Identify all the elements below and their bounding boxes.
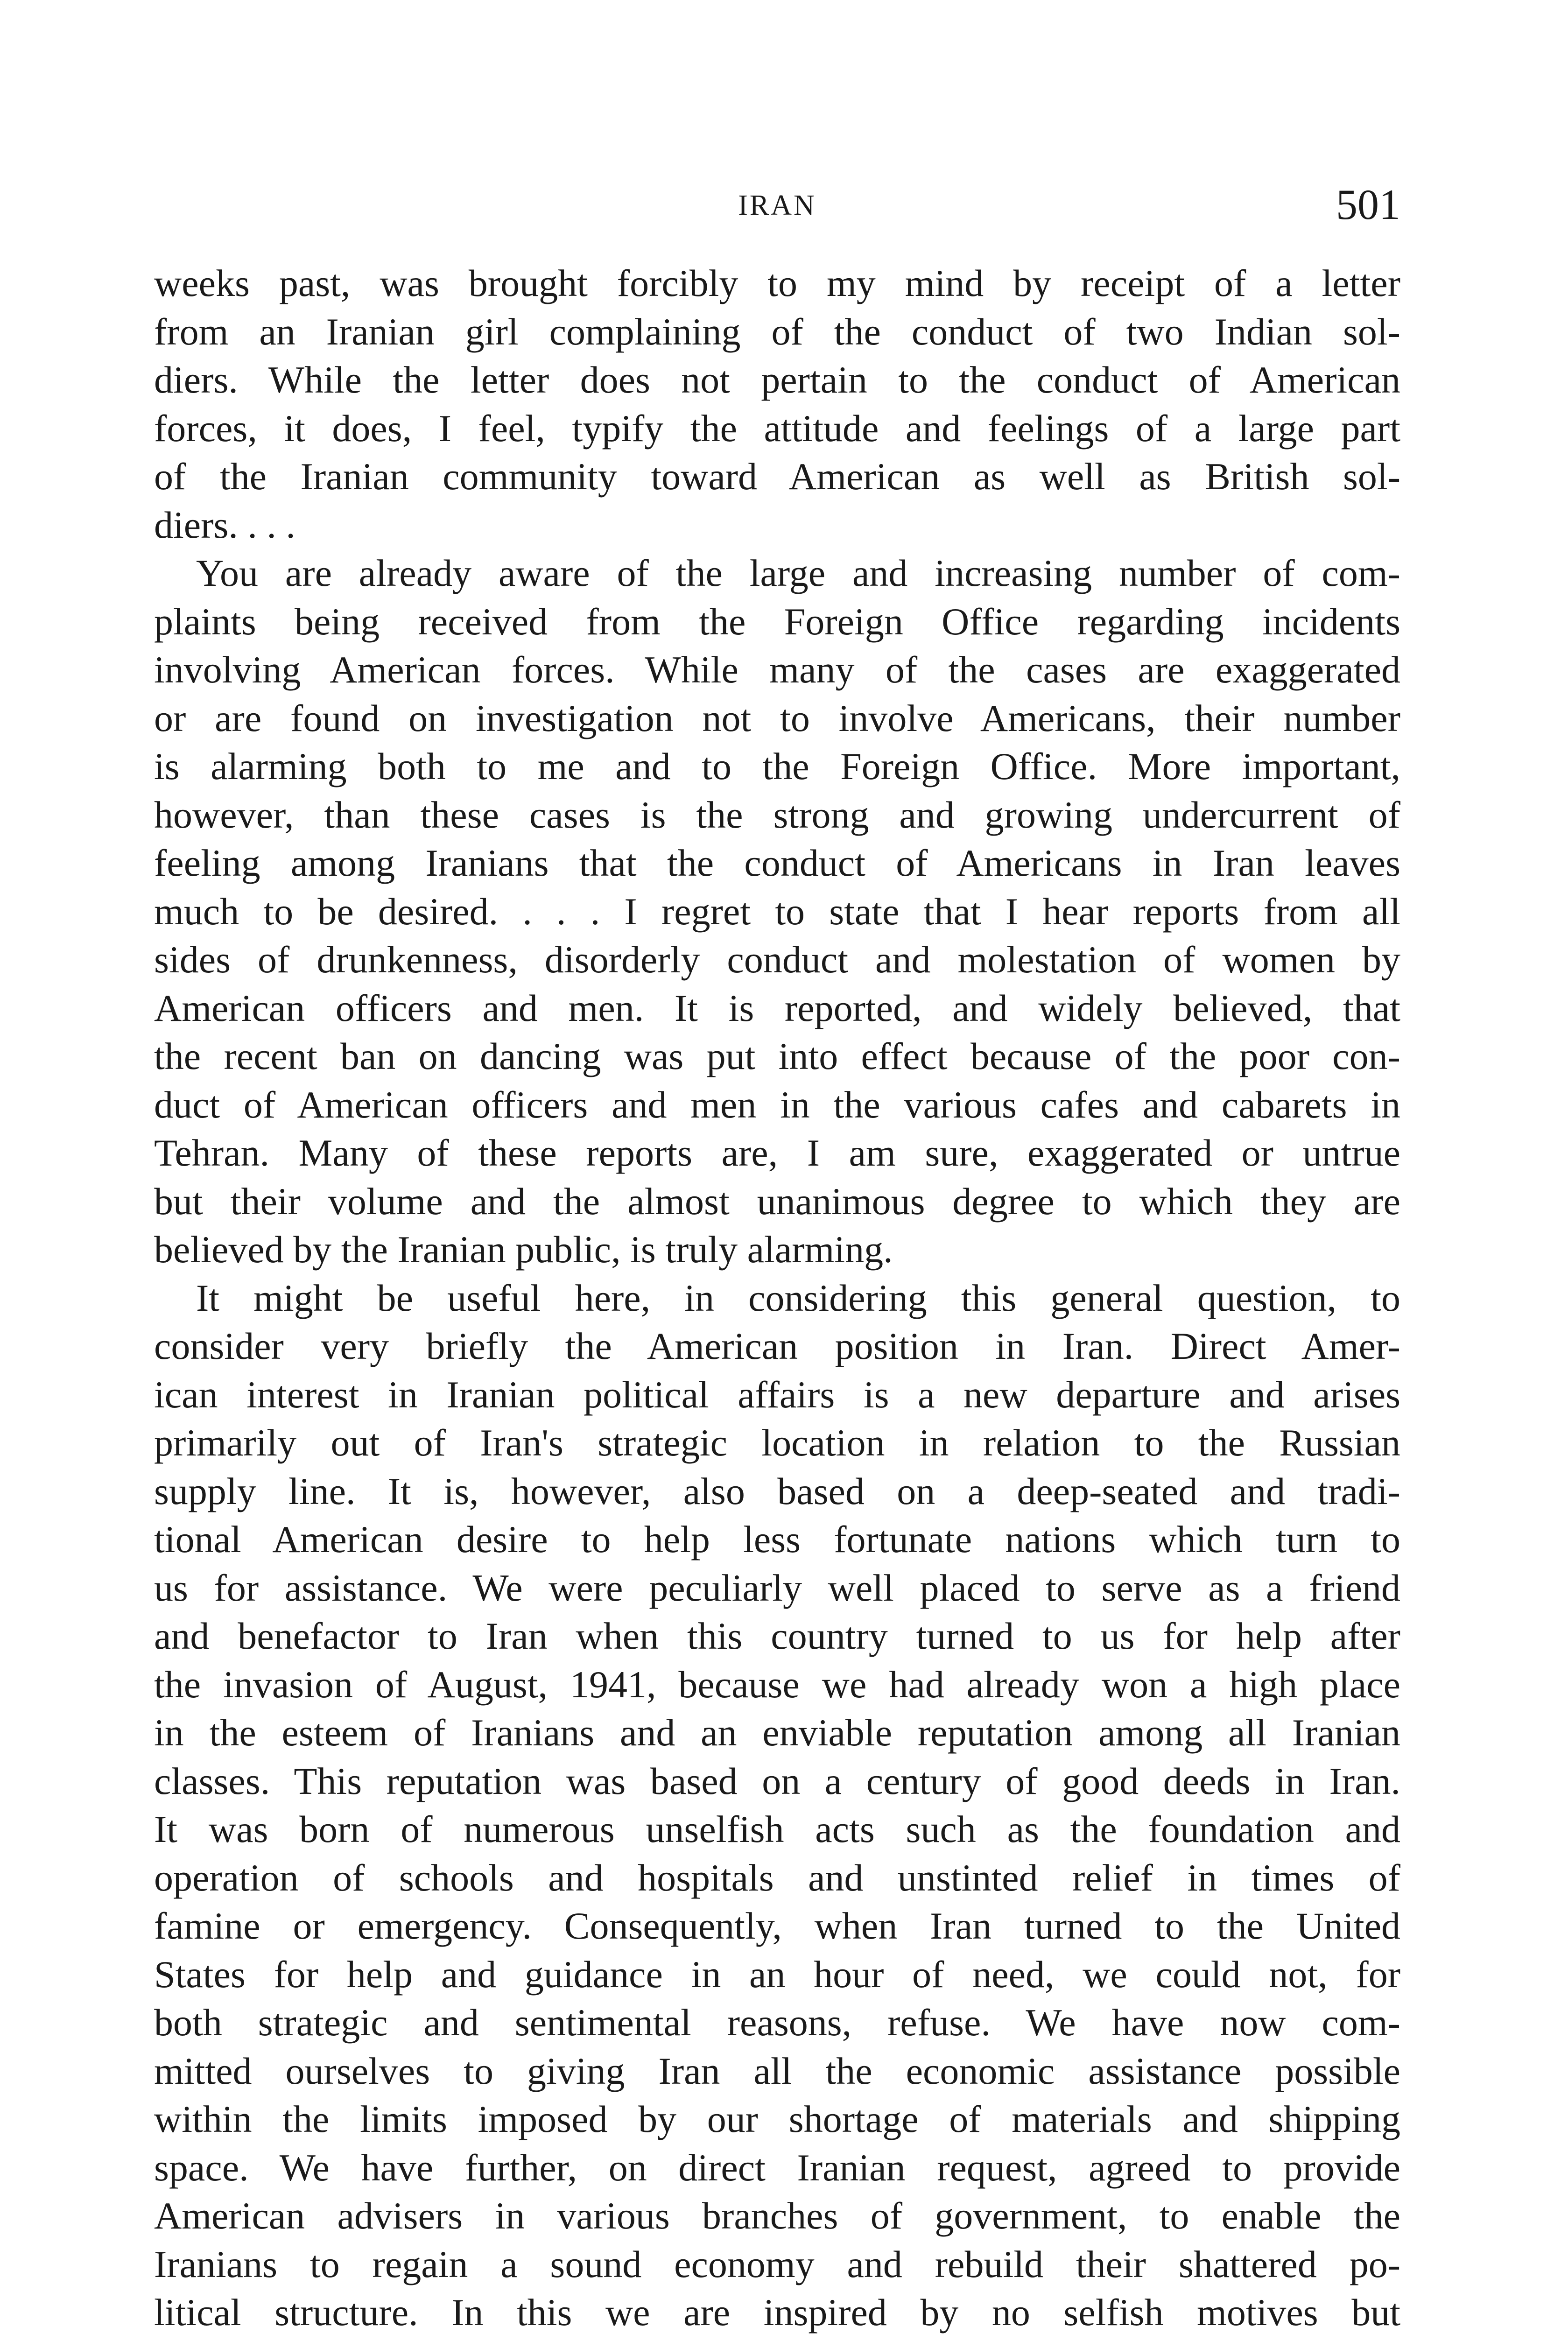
text-line: ican interest in Iranian political affairs is a new departure and arises (154, 1373, 1400, 1416)
text-line: in the esteem of Iranians and an enviable reputation among all Iranian (154, 1711, 1400, 1754)
running-title: IRAN (738, 190, 816, 221)
text-line: but their volume and the almost unanimous degree to which they are (154, 1180, 1400, 1223)
text-line: It was born of numerous unselfish acts such as the foundation and (154, 1808, 1400, 1850)
text-line: famine or emergency. Consequently, when Iran turned to the United (154, 1905, 1400, 1947)
text-line: supply line. It is, however, also based on a deep-seated and tradi- (154, 1469, 1400, 1512)
text-line: States for help and guidance in an hour of need, we could not, for (154, 1953, 1400, 1996)
page-number: 501 (1336, 181, 1400, 228)
text-line: It might be useful here, in considering this general question, to (196, 1276, 1400, 1319)
text-line: involving American forces. While many of the cases are exaggerated (154, 648, 1400, 691)
text-line: sides of drunkenness, disorderly conduct and molestation of women by (154, 938, 1400, 981)
text-line: Tehran. Many of these reports are, I am sure, exaggerated or untrue (154, 1132, 1400, 1174)
text-line: litical structure. In this we are inspired by no selfish motives but (154, 2291, 1400, 2334)
text-line: primarily out of Iran's strategic location in relation to the Russian (154, 1421, 1400, 1464)
text-line: the invasion of August, 1941, because we had already won a high place (154, 1663, 1400, 1706)
text-line: diers. While the letter does not pertain to the conduct of American (154, 359, 1400, 401)
text-line: the recent ban on dancing was put into effect because of the poor con- (154, 1035, 1400, 1077)
text-line: duct of American officers and men in the various cafes and cabarets in (154, 1083, 1400, 1126)
text-line: or are found on investigation not to involve Americans, their number (154, 696, 1400, 739)
text-line: consider very briefly the American position in Iran. Direct Amer- (154, 1325, 1400, 1367)
text-line: space. We have further, on direct Iranian request, agreed to provide (154, 2146, 1400, 2189)
text-line: from an Iranian girl complaining of the conduct of two Indian sol- (154, 310, 1400, 353)
text-line: American advisers in various branches of government, to enable the (154, 2194, 1400, 2237)
text-line: tional American desire to help less fortunate nations which turn to (154, 1518, 1400, 1561)
text-line: us for assistance. We were peculiarly well placed to serve as a friend (154, 1566, 1400, 1609)
text-line: much to be desired. . . . I regret to state that I hear reports from all (154, 890, 1400, 933)
text-line: both strategic and sentimental reasons, refuse. We have now com- (154, 2001, 1400, 2044)
body-text (154, 259, 1400, 2334)
text-line: mitted ourselves to giving Iran all the economic assistance possible (154, 2049, 1400, 2092)
text-line: however, than these cases is the strong and growing undercurrent of (154, 793, 1400, 836)
text-line: weeks past, was brought forcibly to my mind by receipt of a letter (154, 262, 1400, 304)
text-line: and benefactor to Iran when this country turned to us for help after (154, 1615, 1400, 1657)
text-line: operation of schools and hospitals and unstinted relief in times of (154, 1856, 1400, 1899)
text-line: Iranians to regain a sound economy and rebuild their shattered po- (154, 2243, 1400, 2285)
text-line: of the Iranian community toward American as well as British sol- (154, 455, 1400, 498)
running-head (154, 180, 1400, 236)
text-line: is alarming both to me and to the Foreign Office. More important, (154, 745, 1400, 787)
text-line: plaints being received from the Foreign Office regarding incidents (154, 600, 1400, 643)
text-line: American officers and men. It is reported, and widely believed, that (154, 986, 1400, 1029)
text-line: feeling among Iranians that the conduct of Americans in Iran leaves (154, 842, 1400, 884)
text-line: classes. This reputation was based on a century of good deeds in Iran. (154, 1759, 1400, 1802)
text-line: within the limits imposed by our shortage of materials and shipping (154, 2098, 1400, 2140)
text-line: diers. . . . (154, 503, 295, 546)
text-line: You are already aware of the large and increasing number of com- (196, 552, 1400, 594)
text-line: believed by the Iranian public, is truly alarming. (154, 1228, 893, 1271)
text-line: forces, it does, I feel, typify the attitude and feelings of a large part (154, 407, 1400, 450)
